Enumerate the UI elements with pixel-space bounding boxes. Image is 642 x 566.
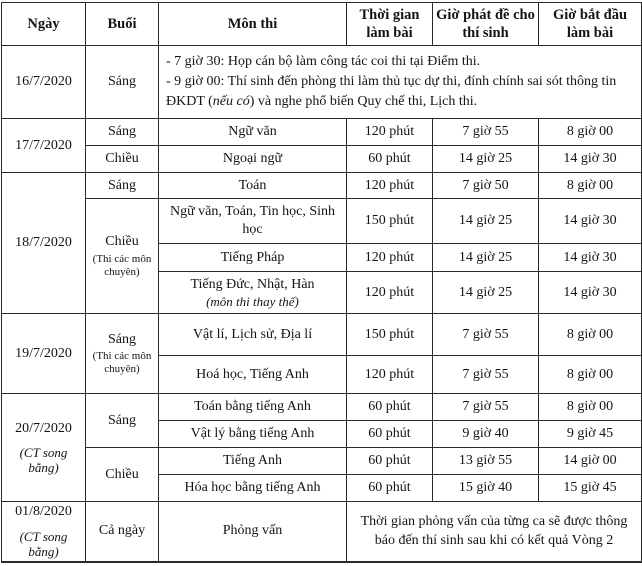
date-cell: 17/7/2020 <box>2 119 86 173</box>
exam-schedule-table <box>1 2 642 563</box>
subject-cell: Vật lý bằng tiếng Anh <box>159 421 347 448</box>
header-date: Ngày <box>2 3 86 46</box>
table-row <box>2 199 642 244</box>
issue-time-cell: 15 giờ 40 <box>433 475 539 502</box>
session-note: (Thi các môn chuyên) <box>92 350 152 376</box>
duration-cell: 60 phút <box>347 448 433 475</box>
duration-cell: 120 phút <box>347 119 433 146</box>
header-issue-time: Giờ phát đề cho thí sinh <box>433 3 539 46</box>
session-cell: Sáng <box>86 173 159 199</box>
session-cell: Sáng <box>86 46 159 119</box>
table-row <box>2 146 642 173</box>
start-time-cell: 8 giờ 00 <box>539 356 642 394</box>
start-time-cell: 8 giờ 00 <box>539 394 642 421</box>
date-cell: 19/7/2020 <box>2 314 86 394</box>
note-italic: nếu có <box>212 94 250 110</box>
subject-cell: Hoá học, Tiếng Anh <box>159 356 347 394</box>
duration-cell: 60 phút <box>347 475 433 502</box>
session-cell: Sáng <box>86 394 159 448</box>
session-cell: Chiều <box>86 146 159 173</box>
duration-cell: 120 phút <box>347 272 433 314</box>
subject-cell: Tiếng Anh <box>159 448 347 475</box>
date-cell: 16/7/2020 <box>2 46 86 119</box>
subject-note: (môn thi thay thế) <box>206 294 299 310</box>
header-subject: Môn thi <box>159 3 347 46</box>
date-label: 20/7/2020 <box>15 420 72 436</box>
issue-time-cell: 7 giờ 50 <box>433 173 539 199</box>
header-start-time: Giờ bắt đầu làm bài <box>539 3 642 46</box>
subject-cell: Phỏng vấn <box>159 502 347 562</box>
date-cell: 18/7/2020 <box>2 173 86 314</box>
start-time-cell: 14 giờ 00 <box>539 448 642 475</box>
subject-cell: Vật lí, Lịch sử, Địa lí <box>159 314 347 356</box>
table-row <box>2 448 642 475</box>
issue-time-cell: 7 giờ 55 <box>433 314 539 356</box>
subject-cell: Hóa học bằng tiếng Anh <box>159 475 347 502</box>
date-cell <box>2 502 86 562</box>
start-time-cell: 14 giờ 30 <box>539 244 642 272</box>
duration-cell: 120 phút <box>347 173 433 199</box>
subject-cell <box>159 272 347 314</box>
header-duration: Thời gian làm bài <box>347 3 433 46</box>
date-label: 01/8/2020 <box>15 504 72 520</box>
subject-cell: Tiếng Pháp <box>159 244 347 272</box>
table-row <box>2 119 642 146</box>
subject-cell: Ngữ văn, Toán, Tin học, Sinh học <box>159 199 347 244</box>
issue-time-cell: 7 giờ 55 <box>433 394 539 421</box>
start-time-cell: 8 giờ 00 <box>539 173 642 199</box>
table-row <box>2 46 642 119</box>
table-row <box>2 173 642 199</box>
date-cell <box>2 394 86 502</box>
duration-cell: 60 phút <box>347 394 433 421</box>
issue-time-cell: 7 giờ 55 <box>433 356 539 394</box>
note-line-1: - 7 giờ 30: Họp cán bộ làm công tác coi thi tại Điểm thi. <box>166 53 481 69</box>
session-cell: Cả ngày <box>86 502 159 562</box>
issue-time-cell: 9 giờ 40 <box>433 421 539 448</box>
subject-cell: Toán <box>159 173 347 199</box>
subject-label: Tiếng Đức, Nhật, Hàn <box>190 276 315 292</box>
session-cell <box>86 199 159 314</box>
duration-cell: 120 phút <box>347 356 433 394</box>
table-row <box>2 502 642 562</box>
duration-cell: 150 phút <box>347 199 433 244</box>
session-label: Sáng <box>108 331 136 347</box>
start-time-cell: 8 giờ 00 <box>539 119 642 146</box>
start-time-cell: 8 giờ 00 <box>539 314 642 356</box>
header-session: Buổi <box>86 3 159 46</box>
start-time-cell: 14 giờ 30 <box>539 199 642 244</box>
session-cell <box>86 314 159 394</box>
issue-time-cell: 13 giờ 55 <box>433 448 539 475</box>
subject-cell: Ngữ văn <box>159 119 347 146</box>
issue-time-cell: 14 giờ 25 <box>433 199 539 244</box>
morning-notes-cell <box>159 46 642 119</box>
duration-cell: 60 phút <box>347 421 433 448</box>
session-label: Chiều <box>105 234 139 250</box>
note-line-2: - 9 giờ 00: Thí sinh đến phòng thi làm thủ tục dự thi, đính chính sai sót thông tin ĐKDT (nếu có) và nghe phổ biến Quy chế thi, Lịch thi. <box>166 74 617 110</box>
issue-time-cell: 7 giờ 55 <box>433 119 539 146</box>
subject-cell: Ngoại ngữ <box>159 146 347 173</box>
session-note: (Thi các môn chuyên) <box>92 252 152 278</box>
session-cell: Sáng <box>86 119 159 146</box>
issue-time-cell: 14 giờ 25 <box>433 146 539 173</box>
duration-cell: 150 phút <box>347 314 433 356</box>
date-note: (CT song bằng) <box>19 528 68 560</box>
start-time-cell: 14 giờ 30 <box>539 272 642 314</box>
interview-note-cell: Thời gian phỏng vấn của từng ca sẽ được thông báo đến thí sinh sau khi có kết quả Vòng 2 <box>347 502 642 562</box>
issue-time-cell: 14 giờ 25 <box>433 272 539 314</box>
start-time-cell: 15 giờ 45 <box>539 475 642 502</box>
duration-cell: 120 phút <box>347 244 433 272</box>
start-time-cell: 9 giờ 45 <box>539 421 642 448</box>
table-row <box>2 314 642 356</box>
subject-cell: Toán bằng tiếng Anh <box>159 394 347 421</box>
start-time-cell: 14 giờ 30 <box>539 146 642 173</box>
date-note: (CT song bằng) <box>19 444 68 476</box>
issue-time-cell: 14 giờ 25 <box>433 244 539 272</box>
session-cell: Chiều <box>86 448 159 502</box>
duration-cell: 60 phút <box>347 146 433 173</box>
table-row <box>2 394 642 421</box>
header-row <box>2 3 642 46</box>
